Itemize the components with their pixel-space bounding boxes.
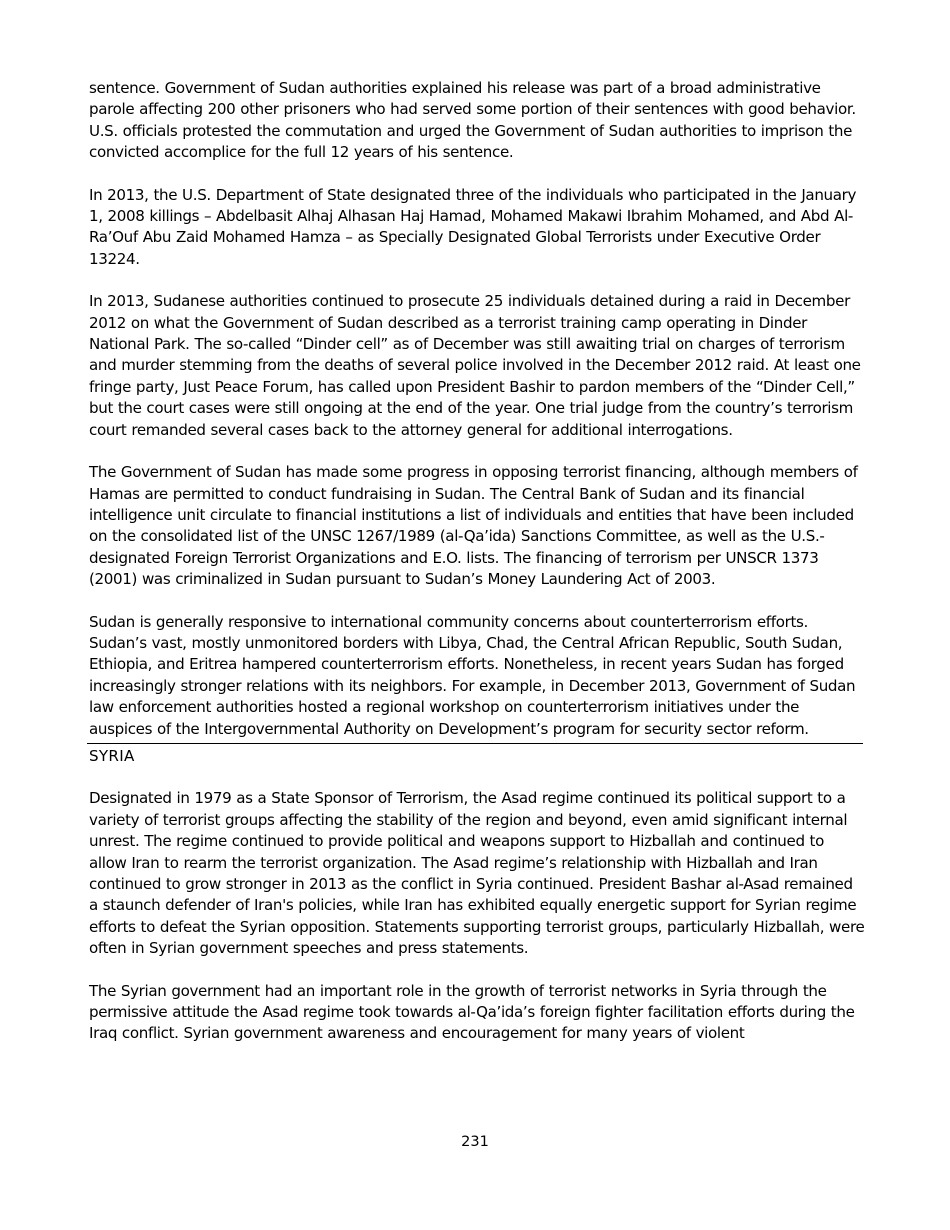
sudan-paragraph-5: Sudan is generally responsive to international community concerns about counterterrorism efforts. Sudan’s vast, mostly unmonitored borders with Libya, Chad, the Central African Republic, South Sudan, Ethiopia, and Eritrea hampered counterterrorism efforts. Nonetheless, in recent years Sudan has forged increasingly stronger relations with its neighbors. For example, in December 2013, Government of Sudan law enforcement authorities hosted a regional workshop on counterterrorism initiatives under the auspices of the Intergovernmental Authority on Development’s program for security sector reform. bbox=[89, 612, 856, 738]
document-page bbox=[89, 78, 865, 1045]
syria-paragraph-2: The Syrian government had an important role in the growth of terrorist networks in Syria through the permissive attitude the Asad regime took towards al-Qa’ida’s foreign fighter facilitation efforts during the Iraq conflict. Syrian government awareness and encouragement for many years of violent bbox=[89, 981, 855, 1043]
sudan-paragraph-3: In 2013, Sudanese authorities continued to prosecute 25 individuals detained during a raid in December 2012 on what the Government of Sudan described as a terrorist training camp operating in Dinder National Park. The so-called “Dinder cell” as of December was still awaiting trial on charges of terrorism and murder stemming from the deaths of several police involved in the December 2012 raid. At least one fringe party, Just Peace Forum, has called upon President Bashir to pardon members of the “Dinder Cell,” but the court cases were still ongoing at the end of the year. One trial judge from the country’s terrorism court remanded several cases back to the attorney general for additional interrogations. bbox=[89, 292, 861, 439]
syria-paragraph-1: Designated in 1979 as a State Sponsor of Terrorism, the Asad regime continued its political support to a variety of terrorist groups affecting the stability of the region and beyond, even amid significant internal unrest. The regime continued to provide political and weapons support to Hizballah and continued to allow Iran to rearm the terrorist organization. The Asad regime’s relationship with Hizballah and Iran continued to grow stronger in 2013 as the conflict in Syria continued. President Bashar al-Asad remained a staunch defender of Iran's policies, while Iran has exhibited equally energetic support for Syrian regime efforts to defeat the Syrian opposition. Statements supporting terrorist groups, particularly Hizballah, were often in Syrian government speeches and press statements. bbox=[89, 789, 865, 958]
page-number: 231 bbox=[461, 1134, 489, 1150]
section-heading-syria: SYRIA bbox=[89, 746, 135, 765]
section-divider bbox=[87, 743, 863, 744]
sudan-paragraph-1: sentence. Government of Sudan authorities explained his release was part of a broad administrative parole affecting 200 other prisoners who had served some portion of their sentences with good behavior. U.S. officials protested the commutation and urged the Government of Sudan authorities to imprison the convicted accomplice for the full 12 years of his sentence. bbox=[89, 79, 856, 162]
sudan-paragraph-4: The Government of Sudan has made some progress in opposing terrorist financing, although members of Hamas are permitted to conduct fundraising in Sudan. The Central Bank of Sudan and its financial intelligence unit circulate to financial institutions a list of individuals and entities that have been included on the consolidated list of the UNSC 1267/1989 (al-Qa’ida) Sanctions Committee, as well as the U.S.-designated Foreign Terrorist Organizations and E.O. lists. The financing of terrorism per UNSCR 1373 (2001) was criminalized in Sudan pursuant to Sudan’s Money Laundering Act of 2003. bbox=[89, 463, 858, 589]
sudan-paragraph-2: In 2013, the U.S. Department of State designated three of the individuals who participated in the January 1, 2008 killings – Abdelbasit Alhaj Alhasan Haj Hamad, Mohamed Makawi Ibrahim Mohamed, and Abd Al-Ra’Ouf Abu Zaid Mohamed Hamza – as Specially Designated Global Terrorists under Executive Order 13224. bbox=[89, 185, 857, 268]
